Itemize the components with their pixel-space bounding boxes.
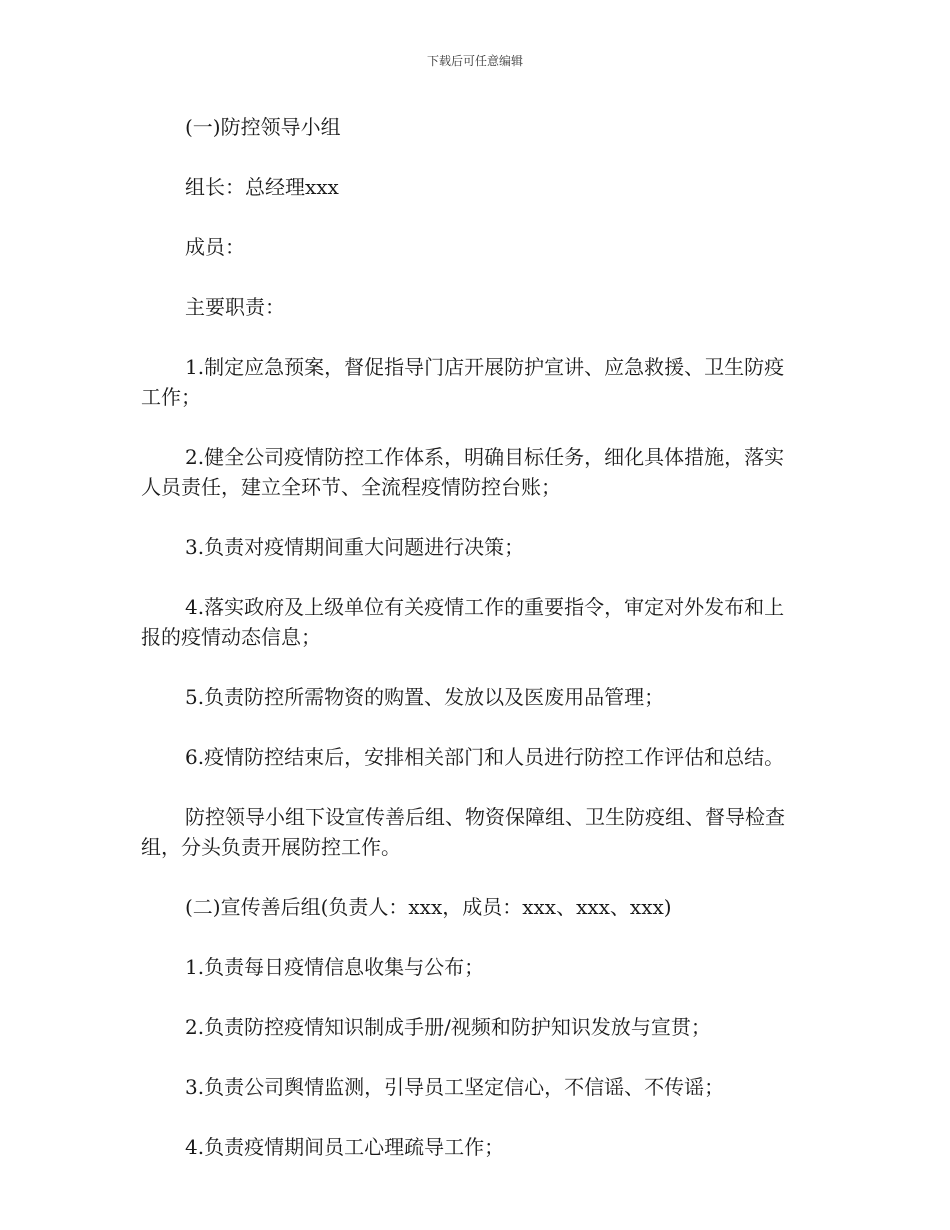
members-line: 成员： (185, 235, 245, 259)
main-duties-label: 主要职责： (185, 295, 285, 319)
section-heading-publicity-group: (二)宣传善后组(负责人：xxx，成员：xxx、xxx、xxx) (185, 895, 672, 919)
group-leader-line: 组长：总经理xxx (185, 175, 339, 199)
section-heading-leadership-group: (一)防控领导小组 (185, 115, 341, 139)
publicity-item-3: 3.负责公司舆情监测，引导员工坚定信心，不信谣、不传谣； (185, 1075, 725, 1099)
publicity-item-1: 1.负责每日疫情信息收集与公布； (185, 955, 485, 979)
publicity-item-2: 2.负责防控疫情知识制成手册/视频和防护知识发放与宣贯； (185, 1015, 711, 1039)
duty-item-6: 6.疫情防控结束后，安排相关部门和人员进行防控工作评估和总结。 (185, 745, 785, 769)
duty-item-5: 5.负责防控所需物资的购置、发放以及医废用品管理； (185, 685, 665, 709)
duty-item-2: 2.健全公司疫情防控工作体系，明确目标任务，细化具体措施，落实人员责任，建立全环节、全流程疫情防控台账； (141, 445, 785, 499)
subgroups-summary: 防控领导小组下设宣传善后组、物资保障组、卫生防疫组、督导检查组，分头负责开展防控工作。 (141, 805, 785, 859)
duty-item-1: 1.制定应急预案，督促指导门店开展防护宣讲、应急救援、卫生防疫工作； (141, 355, 785, 409)
document-body (141, 112, 797, 1192)
page-header: 下载后可任意编辑 (426, 54, 523, 68)
duty-item-4: 4.落实政府及上级单位有关疫情工作的重要指令，审定对外发布和上报的疫情动态信息； (141, 595, 785, 649)
duty-item-3: 3.负责对疫情期间重大问题进行决策； (185, 535, 525, 559)
publicity-item-4: 4.负责疫情期间员工心理疏导工作； (185, 1135, 505, 1159)
